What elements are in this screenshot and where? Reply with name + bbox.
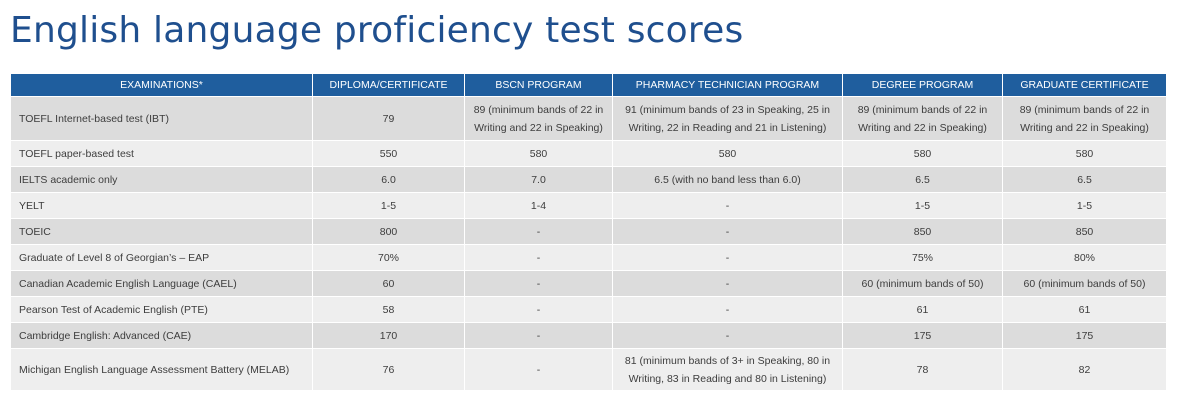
table-cell: 70% xyxy=(313,245,465,271)
table-cell: 550 xyxy=(313,141,465,167)
exam-name-cell: TOEFL paper-based test xyxy=(11,141,313,167)
column-header: PHARMACY TECHNICIAN PROGRAM xyxy=(613,74,843,97)
table-cell: 58 xyxy=(313,297,465,323)
table-cell: 75% xyxy=(843,245,1003,271)
table-cell: 580 xyxy=(613,141,843,167)
table-cell: 61 xyxy=(1003,297,1167,323)
table-cell: 82 xyxy=(1003,349,1167,391)
table-cell: 6.0 xyxy=(313,167,465,193)
table-cell: - xyxy=(465,297,613,323)
table-cell: 60 (minimum bands of 50) xyxy=(843,271,1003,297)
table-row xyxy=(11,271,1167,297)
table-cell: 61 xyxy=(843,297,1003,323)
table-cell: - xyxy=(465,349,613,391)
table-cell: - xyxy=(613,297,843,323)
table-cell: 6.5 xyxy=(1003,167,1167,193)
table-cell: - xyxy=(613,193,843,219)
column-header: GRADUATE CERTIFICATE xyxy=(1003,74,1167,97)
table-cell: 850 xyxy=(1003,219,1167,245)
page-title: English language proficiency test scores xyxy=(10,10,744,51)
column-header: DIPLOMA/CERTIFICATE xyxy=(313,74,465,97)
table-cell: 1-4 xyxy=(465,193,613,219)
table-cell: 1-5 xyxy=(843,193,1003,219)
table-row xyxy=(11,297,1167,323)
table-cell: - xyxy=(465,271,613,297)
exam-name-cell: Cambridge English: Advanced (CAE) xyxy=(11,323,313,349)
table-cell: 580 xyxy=(1003,141,1167,167)
table-cell: 91 (minimum bands of 23 in Speaking, 25 in Writing, 22 in Reading and 21 in Listening) xyxy=(613,97,843,141)
table-cell: 89 (minimum bands of 22 in Writing and 22 in Speaking) xyxy=(1003,97,1167,141)
exam-name-cell: YELT xyxy=(11,193,313,219)
table-row xyxy=(11,219,1167,245)
exam-name-cell: TOEIC xyxy=(11,219,313,245)
table-cell: - xyxy=(613,323,843,349)
table-cell: 81 (minimum bands of 3+ in Speaking, 80 in Writing, 83 in Reading and 80 in Listening) xyxy=(613,349,843,391)
table-cell: 175 xyxy=(843,323,1003,349)
exam-name-cell: Pearson Test of Academic English (PTE) xyxy=(11,297,313,323)
table-cell: 800 xyxy=(313,219,465,245)
table-cell: 7.0 xyxy=(465,167,613,193)
column-header: EXAMINATIONS* xyxy=(11,74,313,97)
table-cell: 580 xyxy=(843,141,1003,167)
exam-name-cell: Canadian Academic English Language (CAEL) xyxy=(11,271,313,297)
table-row xyxy=(11,349,1167,391)
table-cell: 89 (minimum bands of 22 in Writing and 22 in Speaking) xyxy=(465,97,613,141)
exam-name-cell: IELTS academic only xyxy=(11,167,313,193)
score-table xyxy=(10,74,1167,391)
table-row xyxy=(11,323,1167,349)
exam-name-cell: TOEFL Internet-based test (IBT) xyxy=(11,97,313,141)
table-cell: - xyxy=(465,219,613,245)
table-cell: - xyxy=(465,323,613,349)
table-cell: 79 xyxy=(313,97,465,141)
table-row xyxy=(11,193,1167,219)
table-cell: - xyxy=(613,271,843,297)
table-cell: 850 xyxy=(843,219,1003,245)
table-cell: 6.5 xyxy=(843,167,1003,193)
table-header-row xyxy=(11,74,1167,97)
table-cell: 6.5 (with no band less than 6.0) xyxy=(613,167,843,193)
table-cell: 1-5 xyxy=(313,193,465,219)
table-cell: 80% xyxy=(1003,245,1167,271)
table-cell: 60 xyxy=(313,271,465,297)
table-cell: 60 (minimum bands of 50) xyxy=(1003,271,1167,297)
table-row xyxy=(11,167,1167,193)
table-cell: 580 xyxy=(465,141,613,167)
table-row xyxy=(11,245,1167,271)
table-cell: 76 xyxy=(313,349,465,391)
table-row xyxy=(11,97,1167,141)
table-row xyxy=(11,141,1167,167)
column-header: DEGREE PROGRAM xyxy=(843,74,1003,97)
exam-name-cell: Graduate of Level 8 of Georgian’s – EAP xyxy=(11,245,313,271)
table-cell: 170 xyxy=(313,323,465,349)
table-cell: 175 xyxy=(1003,323,1167,349)
table-cell: 89 (minimum bands of 22 in Writing and 22 in Speaking) xyxy=(843,97,1003,141)
table-cell: 1-5 xyxy=(1003,193,1167,219)
exam-name-cell: Michigan English Language Assessment Battery (MELAB) xyxy=(11,349,313,391)
column-header: BSCN PROGRAM xyxy=(465,74,613,97)
table-cell: - xyxy=(465,245,613,271)
table-cell: 78 xyxy=(843,349,1003,391)
table-cell: - xyxy=(613,245,843,271)
table-cell: - xyxy=(613,219,843,245)
